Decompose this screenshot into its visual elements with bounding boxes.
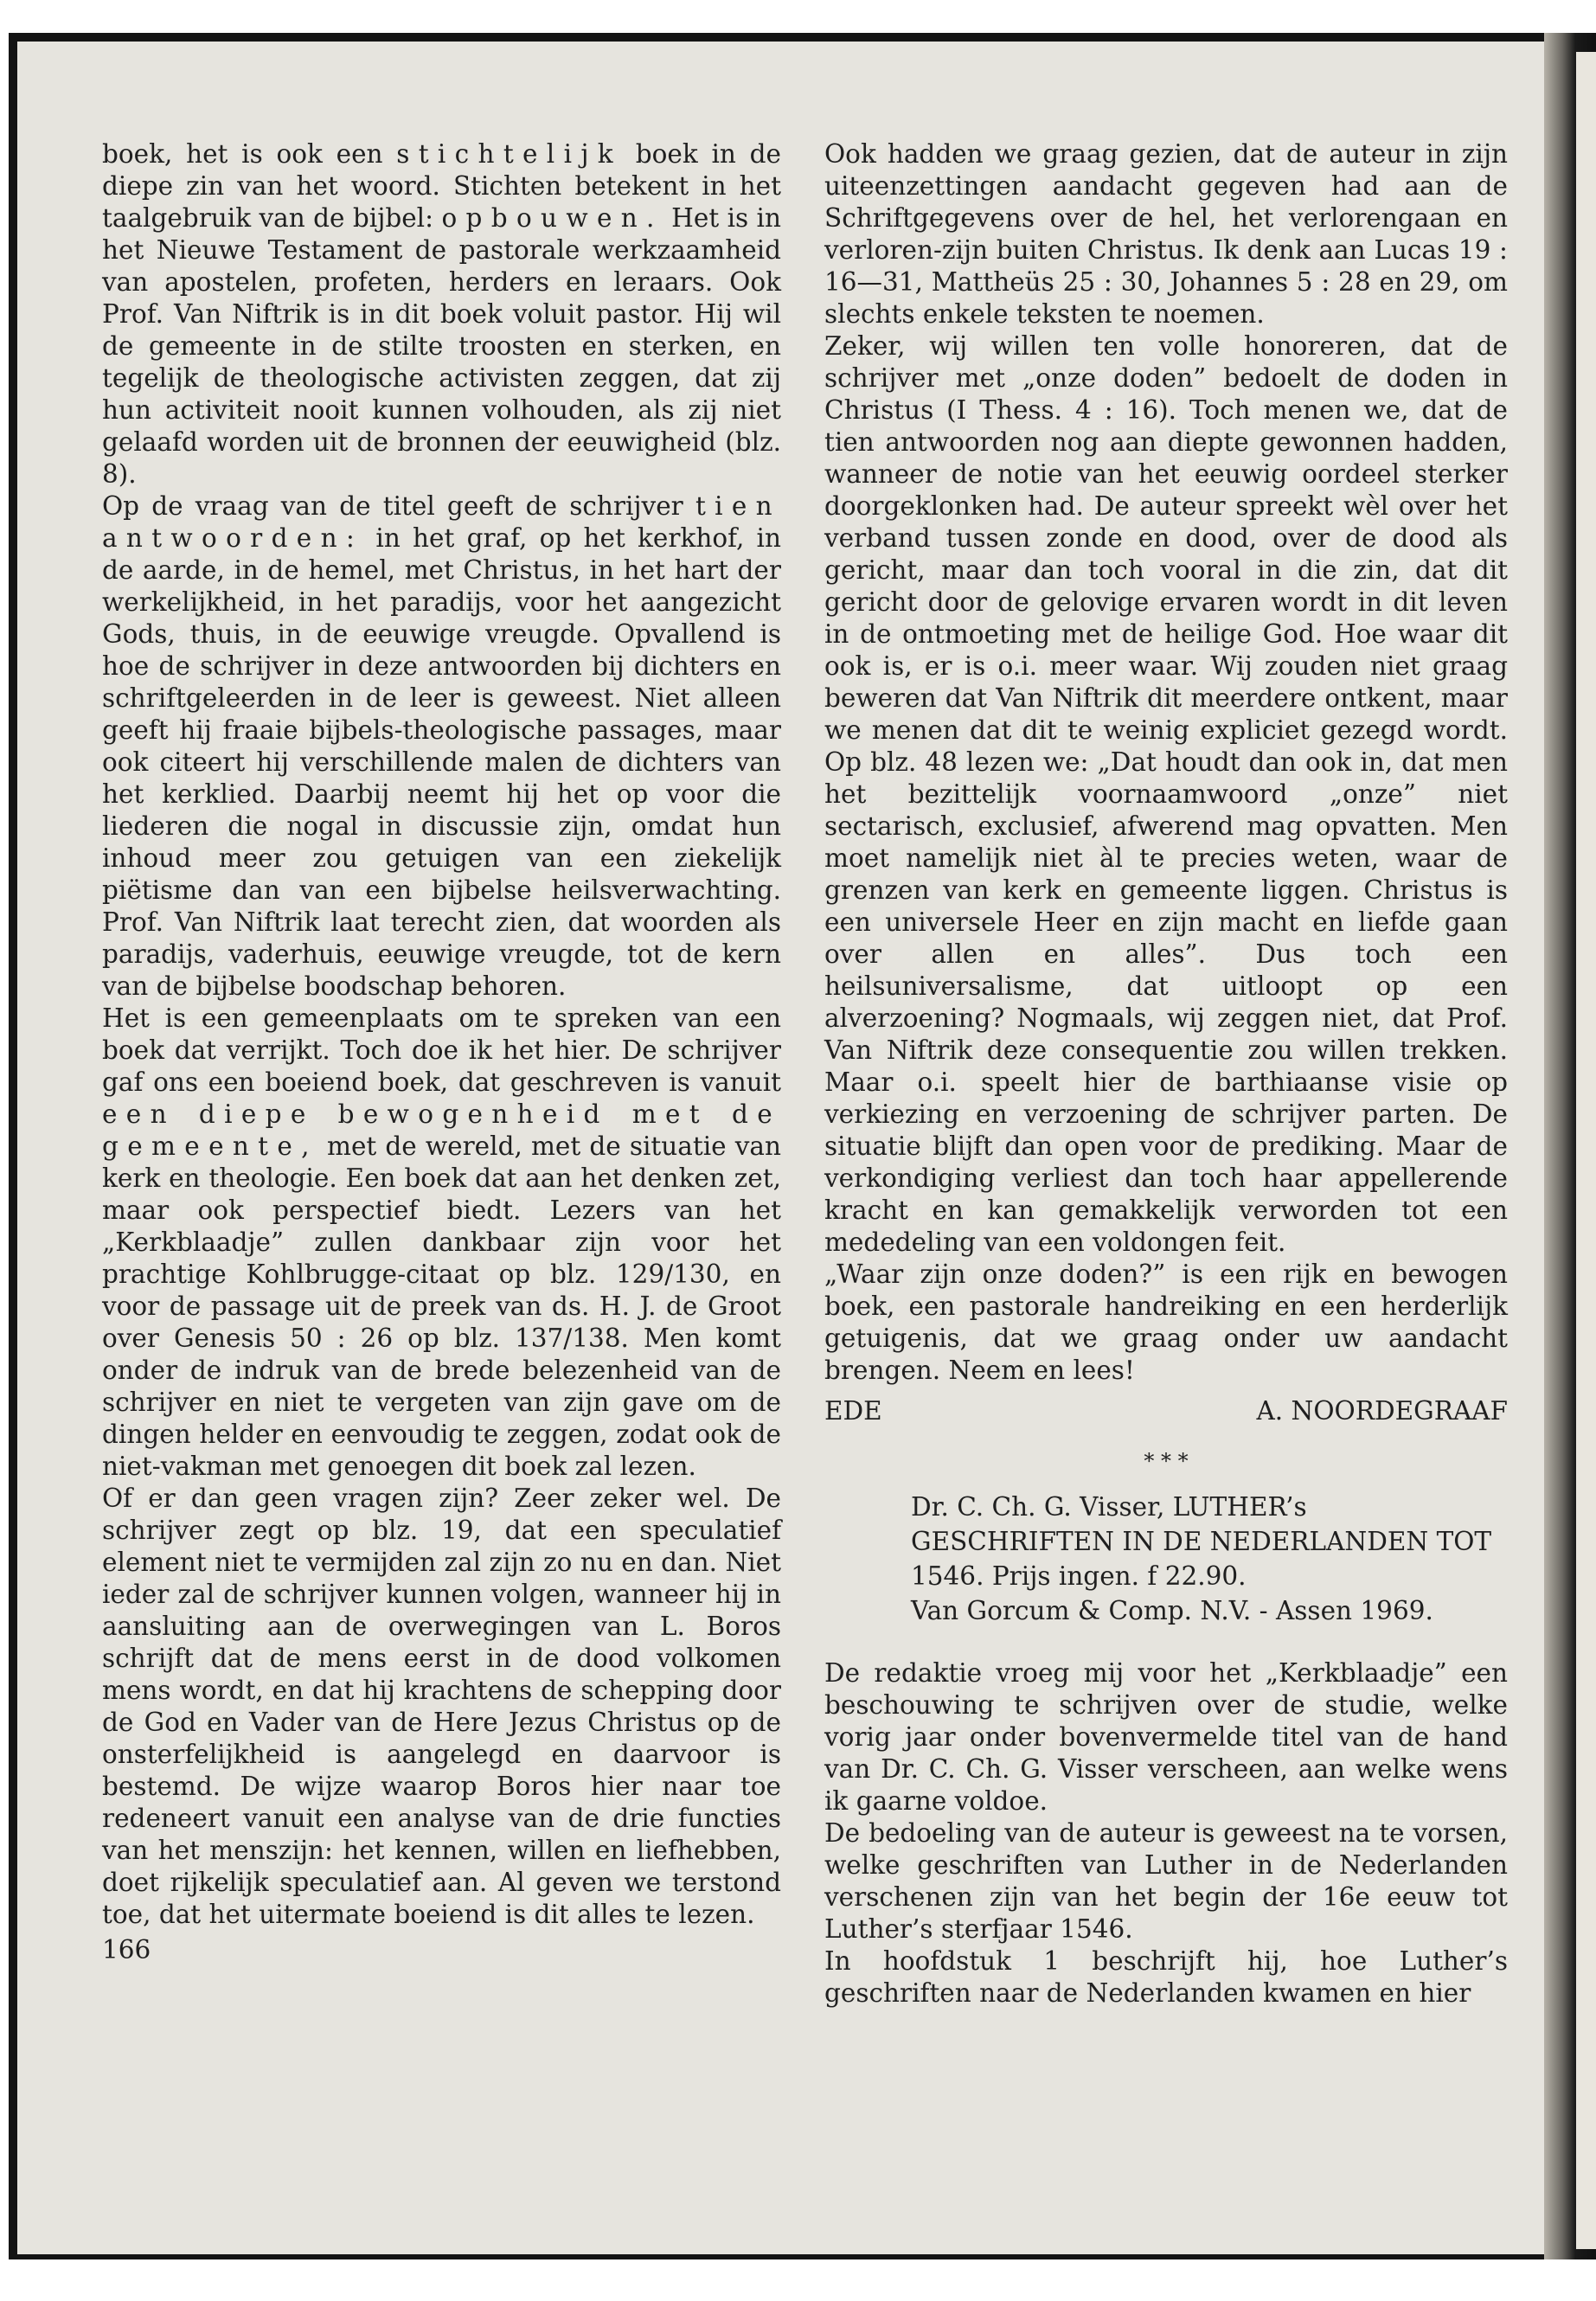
book-publisher: Van Gorcum & Comp. N.V. - Assen 1969. <box>911 1596 1433 1625</box>
signature-name: A. NOORDEGRAAF <box>1256 1396 1508 1426</box>
book-spine-edge <box>1576 52 1596 2249</box>
page-number: 166 <box>102 1935 151 1965</box>
paragraph: Het is een gemeenplaats om te spreken van een boek dat verrijkt. Toch doe ik het hier. De schrijver gaf ons een boeiend boek, dat geschreven is vanuit een diepe bewogenheid met de gemeente, met de wereld, met de situatie van kerk en theologie. Een boek dat aan het denken zet, maar ook perspectief biedt. Lezers van het „Kerkblaadje” zullen dankbaar zijn voor het prachtige Kohlbrugge-citaat op blz. 129/130, en voor de passage uit de preek van ds. H. J. de Groot over Genesis 50 : 26 op blz. 137/138. Men komt onder de indruk van de brede belezenheid van de schrijver en niet te vergeten van zijn gave om de dingen helder en eenvoudig te zeggen, zodat ook de niet-vakman met genoegen dit boek zal lezen. <box>102 1003 781 1481</box>
paragraph: Ook hadden we graag gezien, dat de auteur in zijn uiteenzettingen aandacht gegeven had aan de Schriftgegevens over de hel, het verlorengaan en verloren-zijn buiten Christus. Ik denk aan Lucas 19 : 16—31, Mattheüs 25 : 30, Johannes 5 : 28 en 29, om slechts enkele teksten te noemen. <box>824 139 1508 329</box>
section-separator: * * * <box>1144 1449 1189 1473</box>
paragraph: In hoofdstuk 1 beschrijft hij, hoe Luther’s geschriften naar de Nederlanden kwamen en hier <box>824 1946 1508 2008</box>
paragraph: Of er dan geen vragen zijn? Zeer zeker wel. De schrijver zegt op blz. 19, dat een speculatief element niet te vermijden zal zijn zo nu en dan. Niet ieder zal de schrijver kunnen volgen, wanneer hij in aansluiting aan de overwegingen van L. Boros schrijft dat de mens eerst in de dood volkomen mens wordt, en dat hij krachtens de schepping door de God en Vader van de Here Jezus Christus op de onsterfelijkheid is aangelegd en daarvoor is bestemd. De wijze waarop Boros hier naar toe redeneert vanuit een analyse van de drie functies van het menszijn: het kennen, willen en liefhebben, doet rijkelijk speculatief aan. Al geven we terstond toe, dat het uitermate boeiend is dit alles te lezen. <box>102 1484 781 1929</box>
paragraph: De bedoeling van de auteur is geweest na te vorsen, welke geschriften van Luther in de Nederlanden verschenen zijn van het begin der 16e eeuw tot Luther’s sterfjaar 1546. <box>824 1818 1508 1944</box>
paragraph: Op de vraag van de titel geeft de schrijver tien antwoorden: in het graf, op het kerkhof, in de aarde, in de hemel, met Christus, in het hart der werkelijkheid, in het paradijs, voor het aangezicht Gods, thuis, in de eeuwige vreugde. Opvallend is hoe de schrijver in deze antwoorden bij dichters en schriftgeleerden in de leer is geweest. Niet alleen geeft hij fraaie bijbels-theologische passages, maar ook citeert hij verschillende malen de dichters van het kerklied. Daarbij neemt hij het op voor die liederen die nogal in discussie zijn, omdat hun inhoud meer zou getuigen van een ziekelijk piëtisme dan van een bijbelse heilsverwachting. Prof. Van Niftrik laat terecht zien, dat woorden als paradijs, vaderhuis, eeuwige vreugde, tot de kern van de bijbelse boodschap behoren. <box>102 491 781 1001</box>
right-column <box>824 138 1508 2009</box>
scan-border-bottom <box>0 2259 1596 2301</box>
paragraph: De redaktie vroeg mij voor het „Kerkblaadje” een beschouwing te schrijven over de studie, welke vorig jaar onder bovenvermelde titel van de hand van Dr. C. Ch. G. Visser verscheen, aan welke wens ik gaarne voldoe. <box>824 1658 1508 1816</box>
signature <box>824 1395 1508 1427</box>
book-review-heading <box>824 1490 1508 1628</box>
paragraph: Zeker, wij willen ten volle honoreren, dat de schrijver met „onze doden” bedoelt de doden in Christus (I Thess. 4 : 16). Toch menen we, dat de tien antwoorden nog aan diepte gewonnen hadden, wanneer de notie van het eeuwig oordeel sterker doorgeklonken had. De auteur spreekt wèl over het verband tussen zonde en dood, over de dood als gericht, maar dan toch vooral in die zin, dat dit gericht door de gelovige ervaren wordt in dit leven in de ontmoeting met de heilige God. Hoe waar dit ook is, er is o.i. meer waar. Wij zouden niet graag beweren dat Van Niftrik dit meerdere ontkent, maar we menen dat dit te weinig expliciet gezegd wordt. Op blz. 48 lezen we: „Dat houdt dan ook in, dat men het bezittelijk voornaamwoord „onze” niet sectarisch, exclusief, afwerend mag opvatten. Men moet namelijk niet àl te precies weten, waar de grenzen van kerk en gemeente liggen. Christus is een universele Heer en zijn macht en liefde gaan over allen en alles”. Dus toch een heilsuniversalisme, dat uitloopt op een alverzoening? Nogmaals, wij zeggen niet, dat Prof. Van Niftrik deze consequentie zou willen trekken. Maar o.i. speelt hier de barthiaanse visie op verkiezing en verzoening de schrijver parten. De situatie blijft dan open voor de prediking. Maar de verkondiging verliest dan toch haar appellerende kracht en kan gemakkelijk verworden tot een mededeling van een voldongen feit. <box>824 331 1508 1257</box>
scan-border-top <box>0 0 1596 35</box>
signature-place: EDE <box>824 1396 882 1426</box>
left-column <box>102 138 781 1966</box>
paragraph: „Waar zijn onze doden?” is een rijk en bewogen boek, een pastorale handreiking en een herderlijk getuigenis, dat we graag onder uw aandacht brengen. Neem en lees! <box>824 1259 1508 1385</box>
paragraph: boek, het is ook een stichtelijk boek in de diepe zin van het woord. Stichten betekent in het taalgebruik van de bijbel: opbouwen. Het is in het Nieuwe Testament de pastorale werkzaamheid van apostelen, profeten, herders en leraars. Ook Prof. Van Niftrik is in dit boek voluit pastor. Hij wil de gemeente in de stilte troosten en sterken, en tegelijk de theologische activisten zeggen, dat zij hun activiteit nooit kunnen volhouden, als zij niet gelaafd worden uit de bronnen der eeuwigheid (blz. 8). <box>102 139 781 489</box>
book-title: Dr. C. Ch. G. Visser, LUTHER’s GESCHRIFTEN IN DE NEDERLANDEN TOT 1546. Prijs ingen. f 22.90. <box>911 1492 1492 1591</box>
